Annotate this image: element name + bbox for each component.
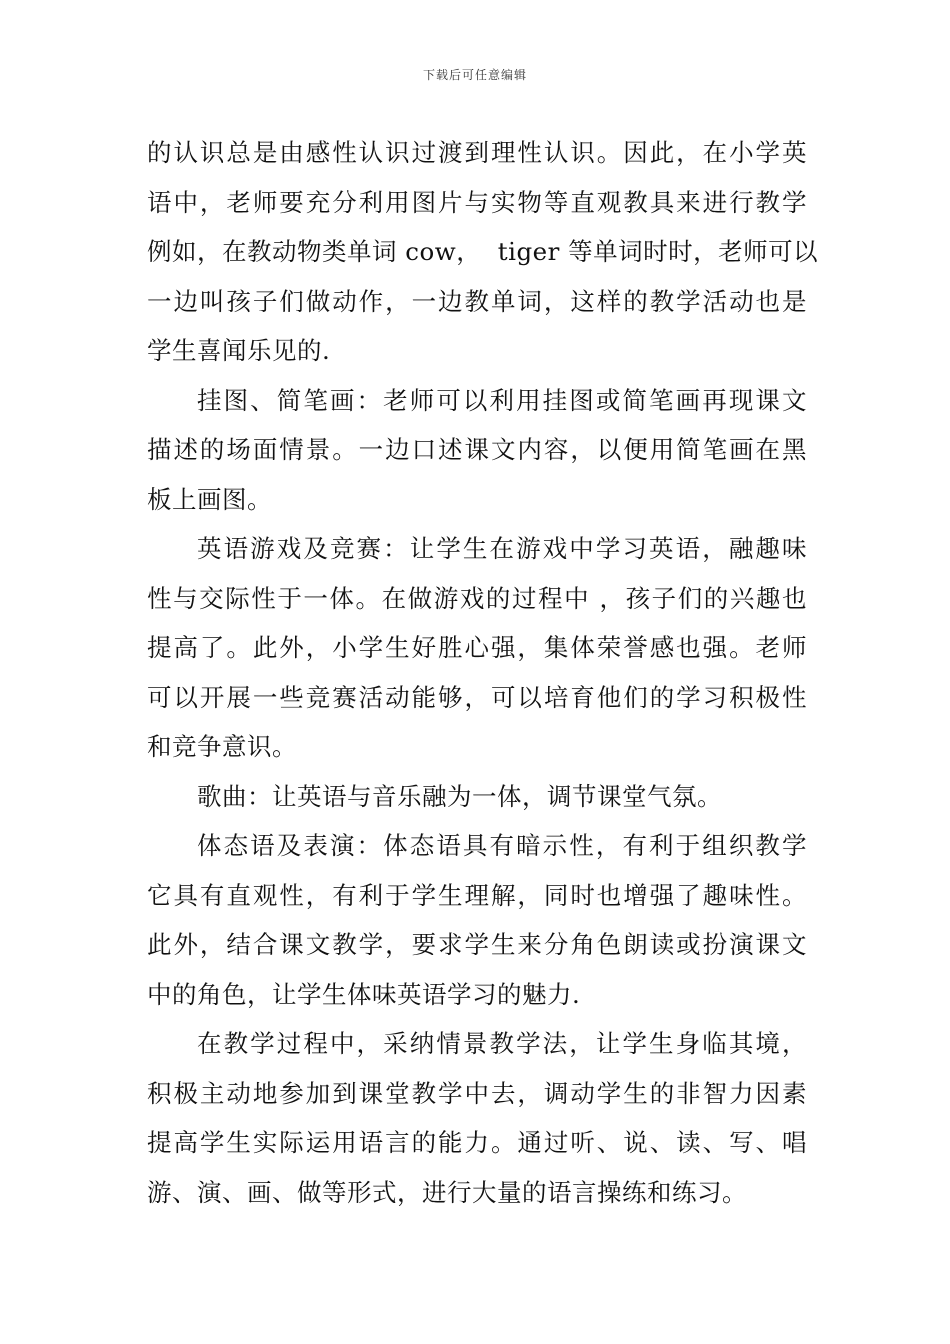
text-line: 英语游戏及竞赛：让学生在游戏中学习英语，融趣味 bbox=[197, 534, 807, 563]
text-line: 性与交际性于一体。在做游戏的过程中 ，孩子们的兴趣也 bbox=[147, 583, 807, 613]
document-body bbox=[147, 128, 819, 1217]
page-header: 下载后可任意编辑 bbox=[422, 68, 527, 82]
text-line: 提高了。此外，小学生好胜心强，集体荣誉感也强。老师 bbox=[147, 633, 807, 662]
text-line: 学生喜闻乐见的. bbox=[147, 336, 331, 365]
text-line: 的认识总是由感性认识过渡到理性认识。因此，在小学英 bbox=[147, 138, 807, 167]
text-line: 中的角色，让学生体味英语学习的魅力. bbox=[147, 979, 581, 1009]
text-line: 在教学过程中，采纳情景教学法，让学生身临其境， bbox=[197, 1029, 807, 1058]
text-line: 板上画图。 bbox=[147, 484, 272, 514]
text-line: 游、演、画、做等形式，进行大量的语言操练和练习。 bbox=[147, 1177, 747, 1207]
text-line: 它具有直观性，有利于学生理解，同时也增强了趣味性。 bbox=[147, 880, 807, 910]
text-line: 歌曲：让英语与音乐融为一体，调节课堂气氛。 bbox=[197, 781, 722, 811]
text-line: 可以开展一些竞赛活动能够，可以培育他们的学习积极性 bbox=[147, 682, 807, 712]
text-line: 一边叫孩子们做动作，一边教单词，这样的教学活动也是 bbox=[147, 286, 807, 316]
text-line: 此外，结合课文教学，要求学生来分角色朗读或扮演课文 bbox=[147, 930, 807, 959]
text-line: 体态语及表演：体态语具有暗示性，有利于组织教学 bbox=[197, 831, 807, 860]
text-line: 描述的场面情景。一边口述课文内容，以便用简笔画在黑 bbox=[147, 435, 807, 464]
text-line: 提高学生实际运用语言的能力。通过听、说、读、写、唱 bbox=[147, 1128, 807, 1157]
text-line: 和竞争意识。 bbox=[147, 732, 297, 761]
text-line: 挂图、简笔画：老师可以利用挂图或简笔画再现课文 bbox=[197, 385, 807, 415]
text-line: 语中，老师要充分利用图片与实物等直观教具来进行教学 bbox=[147, 187, 807, 217]
text-line: 积极主动地参加到课堂教学中去，调动学生的非智力因素 bbox=[147, 1078, 807, 1108]
text-line: 例如，在教动物类单词 cow， tiger 等单词时时，老师可以 bbox=[147, 237, 819, 266]
